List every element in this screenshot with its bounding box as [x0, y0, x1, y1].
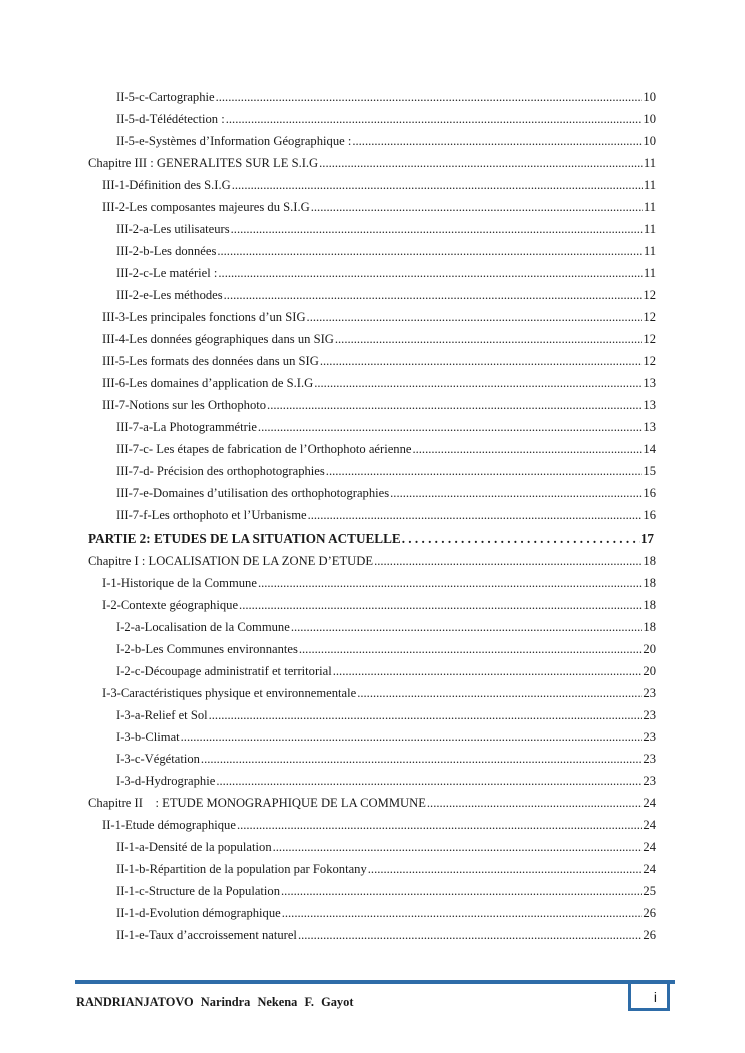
toc-entry-page: 11	[643, 200, 656, 214]
dot-leader	[307, 306, 643, 328]
dot-leader	[258, 572, 642, 594]
toc-entry[interactable]	[88, 792, 656, 814]
toc-entry-page: 20	[643, 664, 656, 678]
dot-leader	[232, 174, 643, 196]
toc-entry[interactable]	[88, 416, 656, 438]
toc-entry-label: Chapitre III : GENERALITES SUR LE S.I.G	[88, 156, 319, 170]
dot-leader	[335, 328, 643, 350]
toc-entry[interactable]	[88, 814, 656, 836]
dot-leader	[216, 770, 642, 792]
toc-entry-label: III-4-Les données géographiques dans un SIG	[102, 332, 334, 346]
toc-entry[interactable]	[88, 174, 656, 196]
toc-entry[interactable]	[88, 460, 656, 482]
toc-entry-page: 24	[643, 796, 656, 810]
toc-entry-page: 23	[643, 774, 656, 788]
dot-leader	[402, 528, 640, 550]
toc-entry-label: II-1-d-Evolution démographique	[116, 906, 281, 920]
toc-entry[interactable]	[88, 504, 656, 526]
dot-leader	[374, 550, 642, 572]
toc-entry-page: 23	[643, 730, 656, 744]
toc-entry-page: 13	[643, 420, 656, 434]
toc-entry-page: 11	[643, 156, 656, 170]
toc-entry[interactable]	[88, 638, 656, 660]
toc-entry-page: 11	[643, 244, 656, 258]
toc-entry[interactable]	[88, 660, 656, 682]
toc-entry[interactable]	[88, 616, 656, 638]
dot-leader	[291, 616, 643, 638]
dot-leader	[267, 394, 642, 416]
toc-entry-label: III-7-e-Domaines d’utilisation des orthophotographies	[116, 486, 390, 500]
toc-entry[interactable]	[88, 108, 656, 130]
toc-entry-label: I-2-Contexte géographique	[102, 598, 239, 612]
toc-entry[interactable]	[88, 394, 656, 416]
toc-entry-label: III-7-Notions sur les Orthophoto	[102, 398, 267, 412]
dot-leader	[258, 416, 642, 438]
toc-entry-page: 14	[643, 442, 656, 456]
toc-entry-label: III-6-Les domaines d’application de S.I.G	[102, 376, 314, 390]
dot-leader	[201, 748, 642, 770]
toc-entry[interactable]	[88, 372, 656, 394]
toc-entry-label: II-1-a-Densité de la population	[116, 840, 272, 854]
dot-leader	[273, 836, 643, 858]
toc-entry[interactable]	[88, 770, 656, 792]
toc-entry[interactable]	[88, 902, 656, 924]
toc-entry-page: 26	[643, 928, 656, 942]
footer-rule	[75, 980, 675, 984]
toc-entry-page: 23	[643, 686, 656, 700]
toc-entry-page: 10	[643, 134, 656, 148]
page-number-box	[628, 980, 670, 1011]
dot-leader	[218, 262, 642, 284]
dot-leader	[239, 594, 642, 616]
dot-leader	[281, 880, 642, 902]
toc-entry-label: III-7-f-Les orthophoto et l’Urbanisme	[116, 508, 307, 522]
toc-entry-page: 26	[643, 906, 656, 920]
toc-entry-label: I-3-b-Climat	[116, 730, 180, 744]
toc-entry-label: III-7-c- Les étapes de fabrication de l’Orthophoto aérienne	[116, 442, 412, 456]
toc-entry[interactable]	[88, 438, 656, 460]
dot-leader	[368, 858, 643, 880]
table-of-contents	[88, 86, 656, 946]
dot-leader	[320, 350, 643, 372]
toc-entry-label: II-5-e-Systèmes d’Information Géographique :	[116, 134, 352, 148]
toc-entry-label: I-1-Historique de la Commune	[102, 576, 257, 590]
toc-entry[interactable]	[88, 858, 656, 880]
toc-entry[interactable]	[88, 130, 656, 152]
toc-entry[interactable]	[88, 880, 656, 902]
toc-part-heading[interactable]	[88, 528, 656, 551]
toc-entry[interactable]	[88, 594, 656, 616]
toc-entry-page: 12	[643, 310, 656, 324]
toc-entry[interactable]	[88, 550, 656, 572]
dot-leader	[427, 792, 643, 814]
toc-entry-label: III-2-c-Le matériel :	[116, 266, 218, 280]
toc-entry[interactable]	[88, 306, 656, 328]
dot-leader	[319, 152, 643, 174]
toc-entry-page: 13	[643, 376, 656, 390]
toc-entry-page: 23	[643, 708, 656, 722]
toc-entry-page: 12	[643, 288, 656, 302]
toc-entry-page: 17	[640, 531, 654, 546]
toc-entry-label: II-1-Etude démographique	[102, 818, 236, 832]
toc-entry-label: I-2-a-Localisation de la Commune	[116, 620, 290, 634]
toc-entry[interactable]	[88, 262, 656, 284]
toc-entry[interactable]	[88, 284, 656, 306]
toc-entry-page: 24	[643, 840, 656, 854]
toc-entry-label: I-2-b-Les Communes environnantes	[116, 642, 298, 656]
toc-entry[interactable]	[88, 924, 656, 946]
toc-entry[interactable]	[88, 196, 656, 218]
toc-entry-label: I-3-a-Relief et Sol	[116, 708, 208, 722]
toc-entry-page: 23	[643, 752, 656, 766]
toc-entry-label: I-3-Caractéristiques physique et environnementale	[102, 686, 357, 700]
toc-entry-page: 12	[643, 332, 656, 346]
toc-entry-label: II-5-d-Télédétection :	[116, 112, 225, 126]
toc-entry-page: 12	[643, 354, 656, 368]
toc-entry-page: 25	[643, 884, 656, 898]
toc-entry-page: 20	[643, 642, 656, 656]
dot-leader	[282, 902, 643, 924]
toc-entry-page: 18	[643, 554, 656, 568]
toc-entry-label: III-7-d- Précision des orthophotographies	[116, 464, 325, 478]
toc-entry-label: III-3-Les principales fonctions d’un SIG	[102, 310, 306, 324]
toc-entry[interactable]	[88, 748, 656, 770]
toc-entry[interactable]	[88, 240, 656, 262]
dot-leader	[298, 924, 642, 946]
page-number: i	[653, 989, 657, 1005]
toc-entry-label: I-2-c-Découpage administratif et territorial	[116, 664, 332, 678]
toc-entry-label: II-1-e-Taux d’accroissement naturel	[116, 928, 297, 942]
toc-entry-page: 10	[643, 90, 656, 104]
toc-entry-page: 15	[643, 464, 656, 478]
toc-entry[interactable]	[88, 836, 656, 858]
dot-leader	[181, 726, 643, 748]
dot-leader	[209, 704, 643, 726]
toc-entry[interactable]	[88, 218, 656, 240]
toc-entry-page: 10	[643, 112, 656, 126]
toc-entry[interactable]	[88, 86, 656, 108]
toc-entry-page: 16	[643, 508, 656, 522]
dot-leader	[231, 218, 643, 240]
dot-leader	[357, 682, 642, 704]
dot-leader	[217, 240, 643, 262]
toc-entry-label: PARTIE 2: ETUDES DE LA SITUATION ACTUELLE	[88, 531, 401, 546]
dot-leader	[314, 372, 642, 394]
dot-leader	[333, 660, 643, 682]
toc-entry[interactable]	[88, 350, 656, 372]
dot-leader	[308, 504, 643, 526]
toc-entry-page: 18	[643, 620, 656, 634]
dot-leader	[326, 460, 643, 482]
footer-author: RANDRIANJATOVO Narindra Nekena F. Gayot	[76, 995, 354, 1009]
toc-entry-page: 24	[643, 862, 656, 876]
toc-entry-label: Chapitre II : ETUDE MONOGRAPHIQUE DE LA COMMUNE	[88, 796, 426, 810]
toc-entry-page: 11	[643, 178, 656, 192]
toc-entry[interactable]	[88, 682, 656, 704]
dot-leader	[226, 108, 643, 130]
toc-entry-label: III-2-e-Les méthodes	[116, 288, 223, 302]
dot-leader	[237, 814, 642, 836]
toc-entry-label: II-1-c-Structure de la Population	[116, 884, 281, 898]
toc-entry-page: 13	[643, 398, 656, 412]
toc-entry[interactable]	[88, 328, 656, 350]
dot-leader	[299, 638, 643, 660]
toc-entry-label: III-5-Les formats des données dans un SIG	[102, 354, 319, 368]
toc-entry-label: II-1-b-Répartition de la population par Fokontany	[116, 862, 367, 876]
dot-leader	[224, 284, 643, 306]
toc-entry-page: 18	[643, 598, 656, 612]
toc-entry[interactable]	[88, 726, 656, 748]
toc-entry-label: III-7-a-La Photogrammétrie	[116, 420, 257, 434]
toc-entry-page: 18	[643, 576, 656, 590]
toc-entry-label: III-2-Les composantes majeures du S.I.G	[102, 200, 310, 214]
dot-leader	[216, 86, 643, 108]
toc-entry-label: III-1-Définition des S.I.G	[102, 178, 231, 192]
toc-entry-page: 24	[643, 818, 656, 832]
toc-entry-page: 11	[643, 222, 656, 236]
dot-leader	[390, 482, 642, 504]
toc-entry[interactable]	[88, 572, 656, 594]
dot-leader	[311, 196, 643, 218]
dot-leader	[352, 130, 642, 152]
toc-entry-label: III-2-b-Les données	[116, 244, 217, 258]
toc-entry-label: III-2-a-Les utilisateurs	[116, 222, 230, 236]
toc-entry-label: I-3-d-Hydrographie	[116, 774, 216, 788]
toc-entry[interactable]	[88, 482, 656, 504]
toc-entry-page: 11	[643, 266, 656, 280]
toc-entry-label: Chapitre I : LOCALISATION DE LA ZONE D’ETUDE	[88, 554, 374, 568]
toc-entry-label: II-5-c-Cartographie	[116, 90, 215, 104]
toc-entry[interactable]	[88, 704, 656, 726]
toc-entry[interactable]	[88, 152, 656, 174]
toc-entry-label: I-3-c-Végétation	[116, 752, 200, 766]
toc-entry-page: 16	[643, 486, 656, 500]
dot-leader	[412, 438, 642, 460]
